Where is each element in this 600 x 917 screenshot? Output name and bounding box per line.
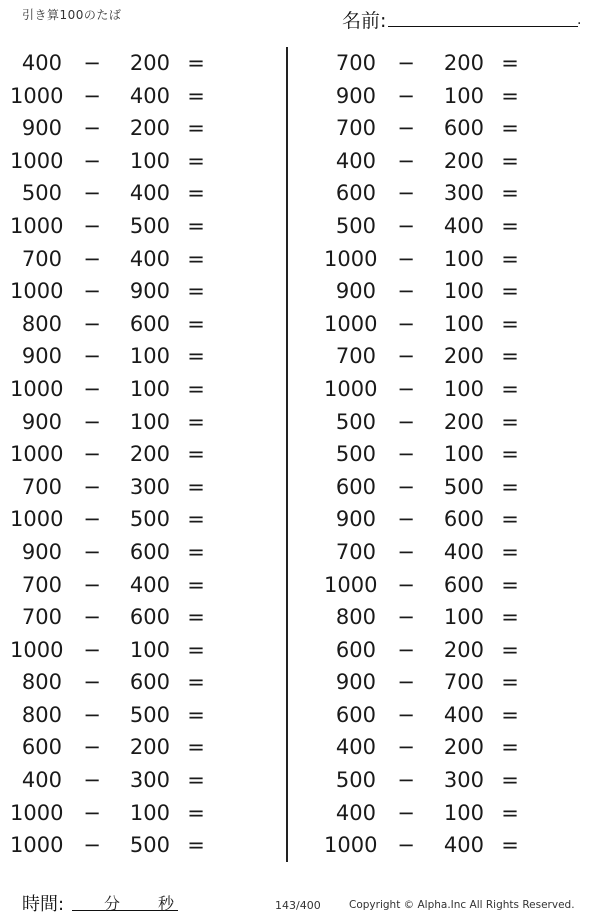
minus-sign: − <box>397 83 415 108</box>
subtrahend: 600 <box>129 539 170 564</box>
worksheet-title: 引き算100のたば <box>22 8 122 22</box>
minuend: 500 <box>335 409 376 434</box>
minuend: 900 <box>335 670 376 695</box>
problem-row <box>0 569 240 602</box>
subtrahend: 500 <box>129 702 170 727</box>
minus-sign: − <box>397 702 415 727</box>
equals-sign: = <box>501 507 519 532</box>
minuend: 1000 <box>324 833 378 858</box>
equals-sign: = <box>187 670 205 695</box>
minuend: 700 <box>21 246 62 271</box>
equals-sign: = <box>501 735 519 760</box>
subtrahend: 100 <box>443 83 484 108</box>
minus-sign: − <box>397 605 415 630</box>
minus-sign: − <box>83 670 101 695</box>
minus-sign: − <box>83 116 101 141</box>
problem-row <box>0 764 240 797</box>
minuend: 1000 <box>10 148 64 173</box>
problem-row <box>314 80 554 113</box>
minus-sign: − <box>83 507 101 532</box>
subtrahend: 200 <box>129 51 170 75</box>
subtrahend: 100 <box>129 148 170 173</box>
equals-sign: = <box>501 213 519 238</box>
minus-sign: − <box>397 148 415 173</box>
subtrahend: 200 <box>129 442 170 467</box>
problem-row <box>314 373 554 406</box>
subtrahend: 100 <box>443 376 484 401</box>
equals-sign: = <box>187 213 205 238</box>
minuend: 700 <box>21 605 62 630</box>
minuend: 1000 <box>10 800 64 825</box>
minuend: 900 <box>21 409 62 434</box>
problem-row <box>0 699 240 732</box>
equals-sign: = <box>187 148 205 173</box>
problem-row <box>0 503 240 536</box>
equals-sign: = <box>187 637 205 662</box>
minus-sign: − <box>397 409 415 434</box>
equals-sign: = <box>501 442 519 467</box>
minus-sign: − <box>397 572 415 597</box>
problem-row <box>314 829 554 862</box>
minuend: 700 <box>335 116 376 141</box>
subtrahend: 100 <box>129 637 170 662</box>
problem-row <box>314 145 554 178</box>
minuend: 400 <box>21 51 62 75</box>
problem-row <box>0 47 240 80</box>
equals-sign: = <box>187 768 205 793</box>
subtrahend: 900 <box>129 279 170 304</box>
equals-sign: = <box>187 833 205 858</box>
equals-sign: = <box>187 344 205 369</box>
minuend: 800 <box>21 702 62 727</box>
problem-row <box>0 177 240 210</box>
minuend: 800 <box>335 605 376 630</box>
equals-sign: = <box>187 572 205 597</box>
problem-row <box>0 210 240 243</box>
minus-sign: − <box>83 833 101 858</box>
minus-sign: − <box>83 181 101 206</box>
minuend: 1000 <box>10 376 64 401</box>
problem-row <box>0 308 240 341</box>
minuend: 900 <box>335 83 376 108</box>
minus-sign: − <box>83 311 101 336</box>
equals-sign: = <box>187 376 205 401</box>
problem-row <box>314 47 554 80</box>
equals-sign: = <box>501 376 519 401</box>
minus-sign: − <box>83 83 101 108</box>
minuend: 400 <box>335 148 376 173</box>
problem-row <box>314 731 554 764</box>
subtrahend: 200 <box>443 735 484 760</box>
equals-sign: = <box>187 735 205 760</box>
minus-sign: − <box>397 507 415 532</box>
minuend: 700 <box>335 539 376 564</box>
subtrahend: 100 <box>443 279 484 304</box>
minus-sign: − <box>83 474 101 499</box>
problem-row <box>0 471 240 504</box>
time-label: 時間: <box>22 894 65 915</box>
subtrahend: 200 <box>443 148 484 173</box>
subtrahend: 100 <box>443 605 484 630</box>
problem-row <box>0 406 240 439</box>
equals-sign: = <box>187 409 205 434</box>
equals-sign: = <box>501 409 519 434</box>
subtrahend: 400 <box>443 833 484 858</box>
equals-sign: = <box>501 572 519 597</box>
problem-row <box>314 536 554 569</box>
minus-sign: − <box>397 800 415 825</box>
minus-sign: − <box>397 670 415 695</box>
subtrahend: 200 <box>443 344 484 369</box>
minus-sign: − <box>397 637 415 662</box>
problem-row <box>0 80 240 113</box>
subtrahend: 600 <box>443 572 484 597</box>
minus-sign: − <box>397 344 415 369</box>
subtrahend: 300 <box>443 181 484 206</box>
equals-sign: = <box>187 702 205 727</box>
minus-sign: − <box>83 572 101 597</box>
minuend: 400 <box>335 735 376 760</box>
problem-row <box>0 829 240 862</box>
problem-row <box>0 797 240 830</box>
minuend: 500 <box>335 213 376 238</box>
equals-sign: = <box>187 474 205 499</box>
problem-row <box>0 666 240 699</box>
minus-sign: − <box>83 442 101 467</box>
minus-sign: − <box>83 376 101 401</box>
minuend: 700 <box>335 51 376 75</box>
minuend: 600 <box>335 181 376 206</box>
subtrahend: 300 <box>443 768 484 793</box>
subtrahend: 100 <box>129 376 170 401</box>
minuend: 800 <box>21 311 62 336</box>
equals-sign: = <box>501 800 519 825</box>
subtrahend: 400 <box>443 213 484 238</box>
minuend: 1000 <box>324 246 378 271</box>
minuend: 600 <box>335 702 376 727</box>
equals-sign: = <box>187 51 205 75</box>
minus-sign: − <box>83 148 101 173</box>
equals-sign: = <box>501 148 519 173</box>
equals-sign: = <box>501 51 519 75</box>
problem-row <box>0 536 240 569</box>
seconds-label: 秒 <box>158 894 175 913</box>
subtrahend: 600 <box>443 507 484 532</box>
subtrahend: 400 <box>129 572 170 597</box>
equals-sign: = <box>501 605 519 630</box>
name-line-dot: . <box>577 12 582 28</box>
minus-sign: − <box>397 213 415 238</box>
subtrahend: 500 <box>443 474 484 499</box>
minus-sign: − <box>83 409 101 434</box>
minuend: 1000 <box>10 279 64 304</box>
minuend: 600 <box>335 474 376 499</box>
equals-sign: = <box>501 768 519 793</box>
minuend: 500 <box>335 442 376 467</box>
problem-row <box>314 699 554 732</box>
minuend: 1000 <box>10 442 64 467</box>
name-input-line[interactable] <box>388 26 578 27</box>
minus-sign: − <box>397 768 415 793</box>
minuend: 1000 <box>10 637 64 662</box>
subtrahend: 700 <box>443 670 484 695</box>
subtrahend: 400 <box>129 83 170 108</box>
subtrahend: 200 <box>443 637 484 662</box>
minus-sign: − <box>83 605 101 630</box>
minus-sign: − <box>83 246 101 271</box>
equals-sign: = <box>187 539 205 564</box>
minuend: 400 <box>335 800 376 825</box>
problem-row <box>314 569 554 602</box>
minus-sign: − <box>83 637 101 662</box>
minuend: 900 <box>335 507 376 532</box>
subtrahend: 600 <box>129 605 170 630</box>
minus-sign: − <box>83 768 101 793</box>
minus-sign: − <box>83 539 101 564</box>
equals-sign: = <box>501 83 519 108</box>
problem-row <box>0 634 240 667</box>
minuend: 1000 <box>10 213 64 238</box>
page-number: 143/400 <box>275 899 321 912</box>
problem-row <box>0 601 240 634</box>
subtrahend: 500 <box>129 213 170 238</box>
subtrahend: 400 <box>443 539 484 564</box>
minuend: 900 <box>21 116 62 141</box>
minuend: 500 <box>21 181 62 206</box>
minuend: 700 <box>21 572 62 597</box>
subtrahend: 500 <box>129 507 170 532</box>
problem-row <box>0 112 240 145</box>
subtrahend: 100 <box>129 409 170 434</box>
minus-sign: − <box>83 344 101 369</box>
equals-sign: = <box>187 116 205 141</box>
subtrahend: 500 <box>129 833 170 858</box>
minuend: 700 <box>335 344 376 369</box>
subtrahend: 200 <box>129 735 170 760</box>
minuend: 1000 <box>324 311 378 336</box>
subtrahend: 200 <box>443 51 484 75</box>
subtrahend: 100 <box>443 442 484 467</box>
minuend: 600 <box>335 637 376 662</box>
minus-sign: − <box>83 800 101 825</box>
subtrahend: 600 <box>129 311 170 336</box>
equals-sign: = <box>187 83 205 108</box>
minuend: 600 <box>21 735 62 760</box>
subtrahend: 300 <box>129 768 170 793</box>
minuend: 400 <box>21 768 62 793</box>
equals-sign: = <box>187 442 205 467</box>
problem-row <box>314 112 554 145</box>
subtrahend: 600 <box>443 116 484 141</box>
equals-sign: = <box>187 181 205 206</box>
minus-sign: − <box>83 702 101 727</box>
problem-row <box>314 177 554 210</box>
copyright-notice: Copyright © Alpha.Inc All Rights Reserved. <box>349 899 575 911</box>
problem-row <box>314 340 554 373</box>
equals-sign: = <box>187 246 205 271</box>
problem-row <box>314 438 554 471</box>
subtrahend: 100 <box>129 344 170 369</box>
problem-row <box>314 406 554 439</box>
equals-sign: = <box>501 670 519 695</box>
problem-row <box>0 275 240 308</box>
minus-sign: − <box>397 311 415 336</box>
minuend: 800 <box>21 670 62 695</box>
minus-sign: − <box>397 246 415 271</box>
minus-sign: − <box>397 279 415 304</box>
problem-row <box>314 210 554 243</box>
minuend: 1000 <box>10 507 64 532</box>
subtrahend: 100 <box>443 311 484 336</box>
subtrahend: 200 <box>129 116 170 141</box>
problem-row <box>314 601 554 634</box>
problem-row <box>0 438 240 471</box>
problem-row <box>314 764 554 797</box>
minus-sign: − <box>397 735 415 760</box>
problem-row <box>0 373 240 406</box>
minus-sign: − <box>397 474 415 499</box>
equals-sign: = <box>501 539 519 564</box>
subtrahend: 100 <box>443 246 484 271</box>
minuend: 900 <box>21 344 62 369</box>
subtrahend: 400 <box>129 181 170 206</box>
subtrahend: 400 <box>129 246 170 271</box>
minus-sign: − <box>83 51 101 75</box>
equals-sign: = <box>501 344 519 369</box>
right-problem-column <box>314 47 554 862</box>
problem-row <box>0 145 240 178</box>
minus-sign: − <box>83 735 101 760</box>
problem-row <box>314 471 554 504</box>
minus-sign: − <box>397 376 415 401</box>
subtrahend: 400 <box>443 702 484 727</box>
name-label: 名前: <box>342 10 387 32</box>
equals-sign: = <box>501 833 519 858</box>
minuend: 1000 <box>324 572 378 597</box>
problem-row <box>0 243 240 276</box>
equals-sign: = <box>501 181 519 206</box>
equals-sign: = <box>187 507 205 532</box>
minuend: 700 <box>21 474 62 499</box>
minus-sign: − <box>397 181 415 206</box>
equals-sign: = <box>501 702 519 727</box>
equals-sign: = <box>187 311 205 336</box>
equals-sign: = <box>501 311 519 336</box>
minuend: 1000 <box>10 83 64 108</box>
equals-sign: = <box>501 116 519 141</box>
problem-row <box>314 243 554 276</box>
minus-sign: − <box>397 442 415 467</box>
problem-row <box>0 731 240 764</box>
minus-sign: − <box>397 116 415 141</box>
subtrahend: 100 <box>129 800 170 825</box>
minus-sign: − <box>397 833 415 858</box>
equals-sign: = <box>501 279 519 304</box>
equals-sign: = <box>187 279 205 304</box>
problem-row <box>314 275 554 308</box>
subtrahend: 600 <box>129 670 170 695</box>
minuend: 900 <box>21 539 62 564</box>
problem-row <box>314 308 554 341</box>
left-problem-column <box>0 47 240 862</box>
minuend: 1000 <box>324 376 378 401</box>
equals-sign: = <box>501 246 519 271</box>
minus-sign: − <box>397 539 415 564</box>
problem-row <box>0 340 240 373</box>
equals-sign: = <box>187 605 205 630</box>
equals-sign: = <box>501 474 519 499</box>
minuend: 500 <box>335 768 376 793</box>
problem-row <box>314 634 554 667</box>
minuend: 1000 <box>10 833 64 858</box>
subtrahend: 100 <box>443 800 484 825</box>
column-divider <box>286 47 288 862</box>
subtrahend: 200 <box>443 409 484 434</box>
equals-sign: = <box>187 800 205 825</box>
minus-sign: − <box>83 213 101 238</box>
problem-row <box>314 797 554 830</box>
minus-sign: − <box>83 279 101 304</box>
problem-row <box>314 666 554 699</box>
minus-sign: − <box>397 51 415 75</box>
equals-sign: = <box>501 637 519 662</box>
minutes-label: 分 <box>104 894 121 913</box>
problem-row <box>314 503 554 536</box>
minuend: 900 <box>335 279 376 304</box>
subtrahend: 300 <box>129 474 170 499</box>
